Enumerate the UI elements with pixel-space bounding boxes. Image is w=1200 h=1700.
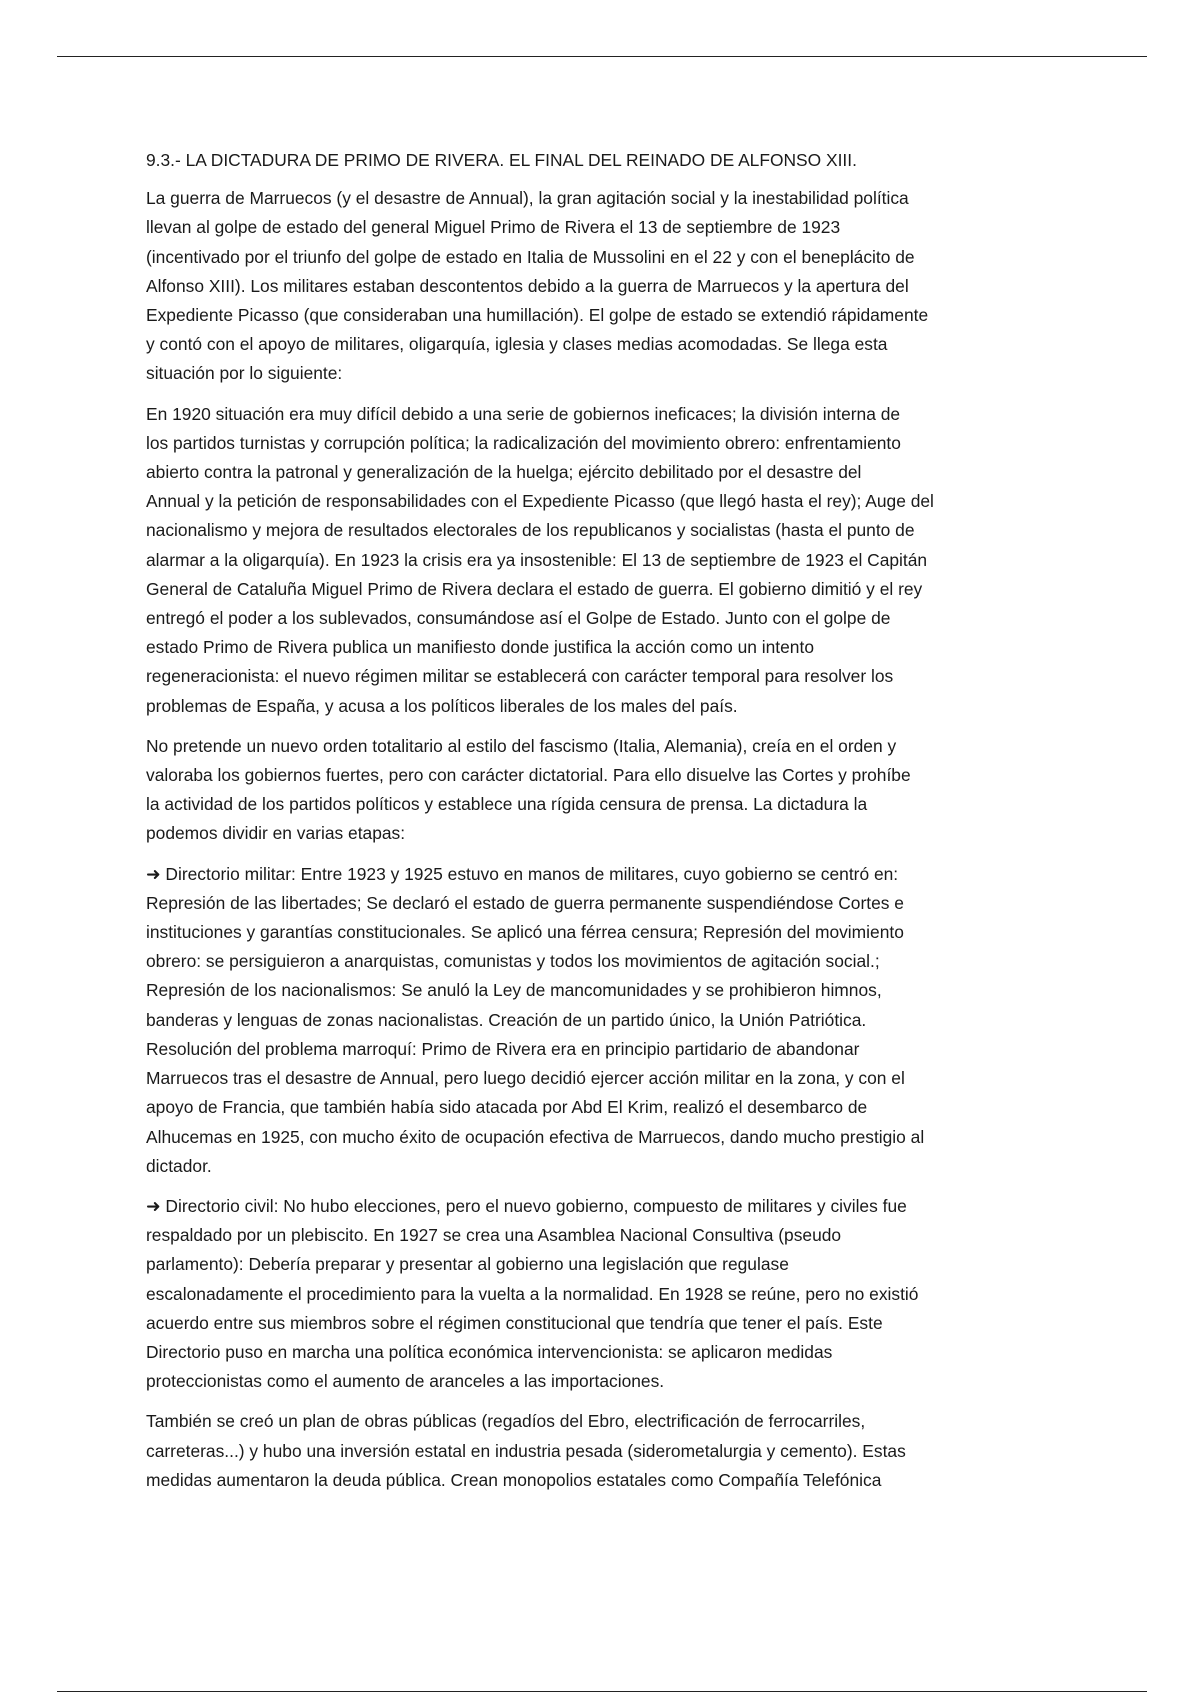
text-line: Marruecos tras el desastre de Annual, pero luego decidió ejercer acción militar en la zona, y con el: [146, 1068, 905, 1089]
text-line: (incentivado por el triunfo del golpe de estado en Italia de Mussolini en el 22 y con el beneplácito de: [146, 246, 915, 267]
text-line: entregó el poder a los sublevados, consumándose así el Golpe de Estado. Junto con el golpe de: [146, 608, 891, 629]
text-line: carreteras...) y hubo una inversión estatal en industria pesada (siderometalurgia y cemento). Estas: [146, 1440, 906, 1461]
text-line: escalonadamente el procedimiento para la vuelta a la normalidad. En 1928 se reúne, pero no existió: [146, 1283, 919, 1304]
paragraph-list: [146, 184, 1066, 1495]
top-rule: [57, 56, 1147, 57]
text-line: La guerra de Marruecos (y el desastre de Annual), la gran agitación social y la inestabilidad política: [146, 188, 909, 209]
text-line: ➜ Directorio militar: Entre 1923 y 1925 estuvo en manos de militares, cuyo gobierno se centró en:: [146, 863, 899, 884]
text-line: proteccionistas como el aumento de aranceles a las importaciones.: [146, 1371, 665, 1392]
text-line: respaldado por un plebiscito. En 1927 se crea una Asamblea Nacional Consultiva (pseudo: [146, 1225, 842, 1246]
text-line: nacionalismo y mejora de resultados electorales de los republicanos y socialistas (hasta el punto de: [146, 520, 915, 541]
text-line: llevan al golpe de estado del general Miguel Primo de Rivera el 13 de septiembre de 1923: [146, 217, 841, 238]
text-line: estado Primo de Rivera publica un manifiesto donde justifica la acción como un intento: [146, 637, 814, 658]
text-line: También se creó un plan de obras públicas (regadíos del Ebro, electrificación de ferrocarriles,: [146, 1411, 866, 1432]
text-line: abierto contra la patronal y generalización de la huelga; ejército debilitado por el desastre del: [146, 462, 862, 483]
text-line: Alfonso XIII). Los militares estaban descontentos debido a la guerra de Marruecos y la apertura del: [146, 275, 909, 296]
text-line: alarmar a la oligarquía). En 1923 la crisis era ya insostenible: El 13 de septiembre de 1923 el Capitán: [146, 549, 928, 570]
text-line: valoraba los gobiernos fuertes, pero con carácter dictatorial. Para ello disuelve las Cortes y prohíbe: [146, 765, 911, 786]
section-heading: 9.3.- LA DICTADURA DE PRIMO DE RIVERA. EL FINAL DEL REINADO DE ALFONSO XIII.: [146, 150, 857, 170]
text-line: acuerdo entre sus miembros sobre el régimen constitucional que tendría que tener el país. Este: [146, 1312, 883, 1333]
text-line: apoyo de Francia, que también había sido atacada por Abd El Krim, realizó el desembarco de: [146, 1097, 868, 1118]
text-line: medidas aumentaron la deuda pública. Crean monopolios estatales como Compañía Telefónica: [146, 1469, 882, 1490]
text-line: No pretende un nuevo orden totalitario al estilo del fascismo (Italia, Alemania), creía en el orden y: [146, 735, 897, 756]
text-line: Represión de las libertades; Se declaró el estado de guerra permanente suspendiéndose Cortes e: [146, 892, 904, 913]
text-line: Resolución del problema marroquí: Primo de Rivera era en principio partidario de abandonar: [146, 1038, 860, 1059]
text-line: parlamento): Debería preparar y presentar al gobierno una legislación que regulase: [146, 1254, 789, 1275]
paragraph: [146, 732, 1066, 849]
text-line: podemos dividir en varias etapas:: [146, 823, 406, 844]
paragraph: [146, 1192, 1066, 1396]
paragraph: [146, 860, 1066, 1181]
text-line: Expediente Picasso (que consideraban una humillación). El golpe de estado se extendió rápidamente: [146, 305, 929, 326]
bottom-rule: [57, 1691, 1147, 1692]
text-line: banderas y lenguas de zonas nacionalistas. Creación de un partido único, la Unión Patriótica.: [146, 1009, 867, 1030]
paragraph: [146, 400, 1066, 721]
document-body: [146, 146, 1066, 1506]
text-line: En 1920 situación era muy difícil debido a una serie de gobiernos ineficaces; la división interna de: [146, 403, 901, 424]
text-line: la actividad de los partidos políticos y establece una rígida censura de prensa. La dictadura la: [146, 794, 868, 815]
text-line: los partidos turnistas y corrupción política; la radicalización del movimiento obrero: enfrentamiento: [146, 432, 901, 453]
paragraph: [146, 1407, 1066, 1495]
text-line: General de Cataluña Miguel Primo de Rivera declara el estado de guerra. El gobierno dimitió y el rey: [146, 578, 923, 599]
text-line: situación por lo siguiente:: [146, 363, 343, 384]
text-line: instituciones y garantías constitucionales. Se aplicó una férrea censura; Represión del movimiento: [146, 922, 904, 943]
text-line: obrero: se persiguieron a anarquistas, comunistas y todos los movimientos de agitación social.;: [146, 951, 880, 972]
text-line: regeneracionista: el nuevo régimen militar se establecerá con carácter temporal para resolver los: [146, 666, 894, 687]
text-line: ➜ Directorio civil: No hubo elecciones, pero el nuevo gobierno, compuesto de militares y civiles fue: [146, 1195, 907, 1216]
text-line: Directorio puso en marcha una política económica intervencionista: se aplicaron medidas: [146, 1341, 833, 1362]
text-line: dictador.: [146, 1155, 212, 1176]
text-line: Annual y la petición de responsabilidades con el Expediente Picasso (que llegó hasta el rey); Auge del: [146, 491, 934, 512]
text-line: problemas de España, y acusa a los políticos liberales de los males del país.: [146, 695, 738, 716]
text-line: Alhucemas en 1925, con mucho éxito de ocupación efectiva de Marruecos, dando mucho prestigio al: [146, 1126, 925, 1147]
text-line: y contó con el apoyo de militares, oligarquía, iglesia y clases medias acomodadas. Se llega esta: [146, 334, 888, 355]
paragraph: [146, 184, 1066, 388]
text-line: Represión de los nacionalismos: Se anuló la Ley de mancomunidades y se prohibieron himnos,: [146, 980, 882, 1001]
